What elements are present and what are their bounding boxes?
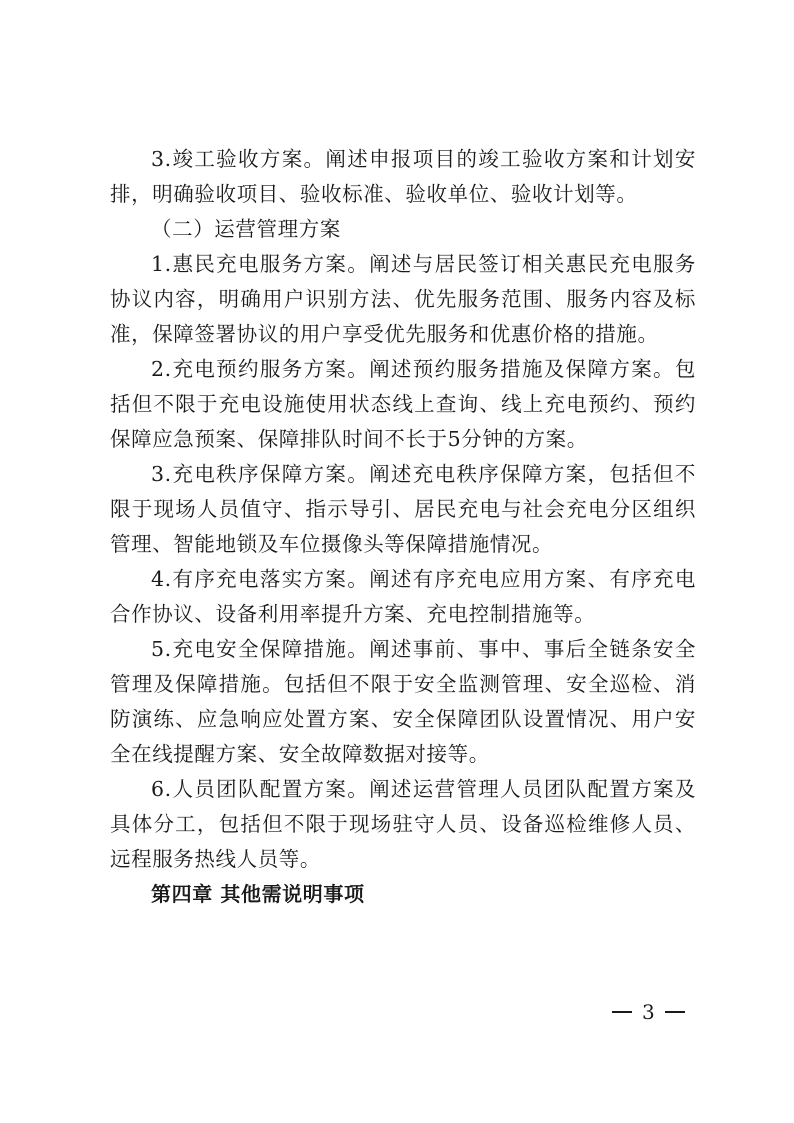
chapter-heading: 第四章 其他需说明事项 (151, 882, 365, 906)
paragraph-completion-acceptance: 3.竣工验收方案。阐述申报项目的竣工验收方案和计划安排，明确验收项目、验收标准、验收单位、验收计划等。 (110, 147, 696, 206)
paragraph-charging-safety: 5.充电安全保障措施。阐述事前、事中、事后全链条安全管理及保障措施。包括但不限于安全监测管理、安全巡检、消防演练、应急响应处置方案、安全保障团队设置情况、用户安全在线提醒方案、安全故障数据对接等。 (110, 637, 696, 766)
paragraph-huimin-charging-service: 1.惠民充电服务方案。阐述与居民签订相关惠民充电服务协议内容，明确用户识别方法、优先服务范围、服务内容及标准，保障签署协议的用户享受优先服务和优惠价格的措施。 (110, 252, 696, 346)
page-number (612, 998, 685, 1026)
paragraph-staff-team: 6.人员团队配置方案。阐述运营管理人员团队配置方案及具体分工，包括但不限于现场驻守人员、设备巡检维修人员、远程服务热线人员等。 (110, 777, 696, 871)
paragraph-charging-reservation-service: 2.充电预约服务方案。阐述预约服务措施及保障方案。包括但不限于充电设施使用状态线上查询、线上充电预约、预约保障应急预案、保障排队时间不长于5分钟的方案。 (110, 357, 696, 451)
document-body (110, 142, 696, 912)
section-heading-operation-management: （二）运营管理方案 (151, 217, 341, 241)
page-number-right-dash (665, 1011, 685, 1013)
paragraph-orderly-charging: 4.有序充电落实方案。阐述有序充电应用方案、有序充电合作协议、设备利用率提升方案、充电控制措施等。 (110, 567, 696, 626)
paragraph-charging-order-guarantee: 3.充电秩序保障方案。阐述充电秩序保障方案，包括但不限于现场人员值守、指示导引、居民充电与社会充电分区组织管理、智能地锁及车位摄像头等保障措施情况。 (110, 462, 696, 556)
page-number-value: 3 (642, 1000, 655, 1024)
page-number-left-dash (612, 1011, 632, 1013)
